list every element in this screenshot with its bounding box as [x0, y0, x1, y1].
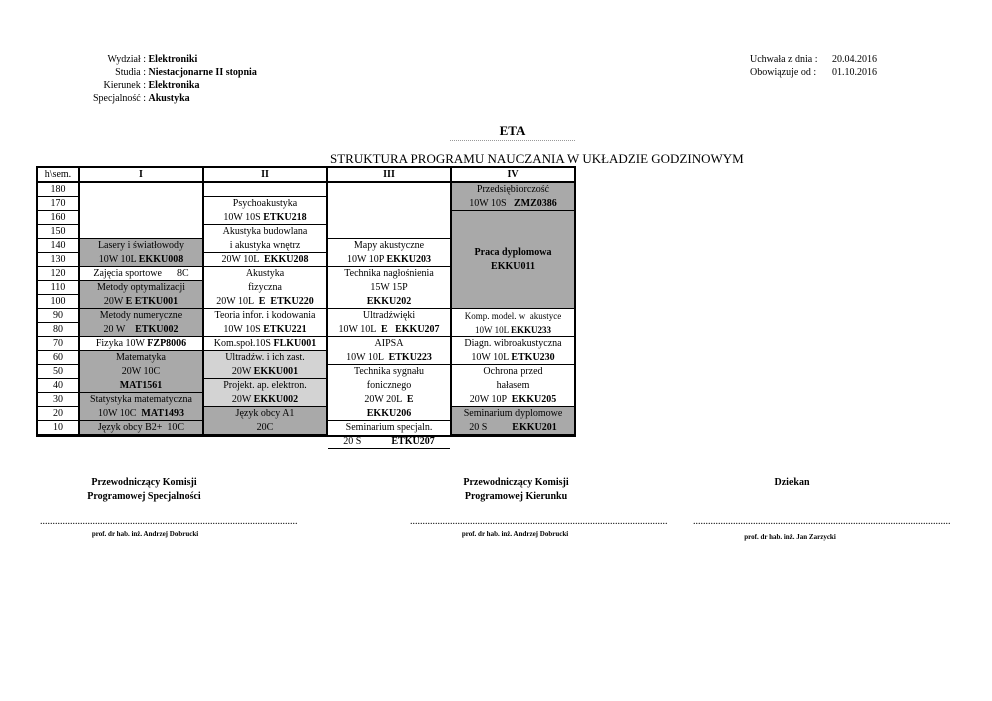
course-line: Technika nagłośnienia	[344, 268, 434, 279]
course-line: 20W 20L E	[364, 394, 414, 405]
course-cell	[80, 337, 202, 351]
course-line: 20W 10P EKKU205	[469, 394, 557, 405]
course-line: Mapy akustyczne	[353, 240, 425, 251]
hour-cell: 110	[38, 281, 78, 295]
course-line: 10W 10S ETKU218	[223, 212, 307, 223]
course-line: Lasery i światłowody	[97, 240, 185, 251]
course-code: EKKU233	[510, 325, 551, 335]
course-cell	[80, 239, 202, 267]
signature-line: .......................................................................................................	[410, 516, 668, 527]
course-line	[328, 407, 450, 421]
signature-title: Przewodniczący Komisji	[463, 477, 569, 488]
course-line: AIPSA	[374, 338, 404, 349]
semester-column-IV	[452, 168, 574, 435]
resolution-info	[750, 53, 877, 79]
course-line: Przedsiębiorczość	[476, 184, 550, 195]
hour-cell: 10	[38, 421, 78, 435]
course-code: ZMZ0386	[514, 198, 557, 209]
empty-cell	[328, 183, 450, 239]
course-line	[452, 260, 574, 274]
course-line: 10W 10L EKKU008	[98, 254, 184, 265]
empty-cell	[204, 183, 326, 197]
hour-cell: 160	[38, 211, 78, 225]
course-line: i akustyka wnętrz	[229, 240, 301, 251]
course-cell	[452, 183, 574, 211]
course-line: 10W 10L EKKU233	[474, 325, 551, 335]
semester-column-III	[328, 168, 450, 447]
course-line: 10W 10P EKKU203	[347, 254, 431, 265]
faculty-row: Wydział : Elektroniki	[107, 54, 198, 65]
course-cell	[452, 407, 574, 435]
course-line: 10W 10L E EKKU207	[338, 324, 440, 335]
course-cell	[204, 267, 326, 309]
course-code: E ETKU220	[258, 296, 314, 307]
course-line: Język obcy B2+ 10C	[97, 422, 185, 433]
signature-line: .......................................................................................................	[693, 516, 951, 527]
course-line	[80, 379, 202, 393]
page-title: STRUKTURA PROGRAMU NAUCZANIA W UKŁADZIE GODZINOWYM	[330, 151, 744, 166]
signature-block-field	[416, 476, 616, 504]
hour-cell: 130	[38, 253, 78, 267]
course-cell	[204, 379, 326, 407]
course-line: Fizyka 10W FZP8006	[95, 338, 187, 349]
course-line: 20W 10L E ETKU220	[216, 296, 314, 307]
signature-title: Programowej Kierunku	[464, 491, 568, 502]
column-divider	[450, 168, 452, 435]
hour-cell: 80	[38, 323, 78, 337]
course-cell	[80, 351, 202, 393]
signature-block-dean	[692, 476, 892, 490]
course-cell	[204, 407, 326, 435]
hour-cell: 180	[38, 183, 78, 197]
signature-block-specialty	[44, 476, 244, 504]
course-code: E	[406, 394, 414, 405]
course-line: 20 S EKKU201	[469, 422, 557, 433]
course-line: Język obcy A1	[235, 408, 295, 419]
semester-column-I	[80, 168, 202, 435]
signatory-name: prof. dr hab. inż. Andrzej Dobrucki	[91, 530, 199, 538]
course-line: hałasem	[496, 380, 530, 391]
semester-header: IV	[452, 168, 574, 183]
course-code: ETKU230	[511, 352, 555, 363]
course-cell	[328, 337, 450, 365]
course-code: FZP8006	[147, 338, 187, 349]
hour-cell: 30	[38, 393, 78, 407]
hour-cell: 60	[38, 351, 78, 365]
hour-cell: 100	[38, 295, 78, 309]
course-line: 20W EKKU001	[231, 366, 299, 377]
course-cell	[204, 225, 326, 253]
course-cell	[204, 337, 326, 351]
course-line: 10W 10S ZMZ0386	[469, 198, 557, 209]
hour-cell: 40	[38, 379, 78, 393]
course-line: 10W 10C MAT1493	[97, 408, 185, 419]
course-line: 20W 10L EKKU208	[221, 254, 309, 265]
course-code: EKKU205	[511, 394, 557, 405]
semester-header: I	[80, 168, 202, 183]
course-line: 20 S ETKU207	[343, 436, 435, 447]
effective-date-row: Obowiązuje od : 01.10.2016	[750, 67, 877, 78]
course-code: ETKU218	[263, 212, 307, 223]
course-cell	[452, 365, 574, 407]
hour-cell: 120	[38, 267, 78, 281]
course-line: Komp. model. w akustyce	[464, 311, 562, 321]
resolution-date-row: Uchwała z dnia : 20.04.2016	[750, 54, 877, 65]
course-cell	[204, 351, 326, 379]
course-cell	[452, 309, 574, 337]
course-cell	[80, 309, 202, 337]
course-line: 20 W ETKU002	[103, 324, 179, 335]
course-line: Ochrona przed	[483, 366, 543, 377]
empty-cell	[80, 183, 202, 239]
course-line: 10W 10L ETKU230	[471, 352, 555, 363]
course-cell	[328, 421, 450, 449]
course-code: FLKU001	[273, 338, 317, 349]
specialty-row: Specjalność : Akustyka	[92, 93, 190, 104]
column-divider	[78, 168, 80, 435]
course-code: EKKU011	[491, 260, 535, 272]
course-line: Zajęcia sportowe 8C	[93, 268, 189, 279]
course-line: fizyczna	[248, 282, 282, 293]
course-line: Akustyka	[245, 268, 285, 279]
course-code: EKKU208	[264, 254, 309, 265]
course-code: ETKU223	[388, 352, 432, 363]
course-cell	[328, 309, 450, 337]
signatory-name: prof. dr hab. inż. Jan Zarzycki	[744, 533, 836, 541]
course-line: Psychoakustyka	[232, 198, 298, 209]
signature-title: Programowej Specjalności	[87, 491, 201, 502]
faculty-info	[6, 53, 257, 105]
course-code: EKKU203	[386, 254, 431, 265]
course-line: Akustyka budowlana	[222, 226, 308, 237]
course-line: 10W 10L ETKU223	[346, 352, 432, 363]
hour-cell: 140	[38, 239, 78, 253]
course-code: EKKU201	[512, 422, 557, 433]
hour-cell: 70	[38, 337, 78, 351]
course-cell	[80, 281, 202, 309]
course-code: EKKU002	[253, 394, 299, 405]
semester-header: III	[328, 168, 450, 183]
course-cell	[204, 253, 326, 267]
course-code: MAT1561	[119, 380, 163, 391]
course-line: 20W 10C	[121, 366, 161, 377]
course-cell	[328, 267, 450, 309]
course-line: Seminarium dyplomowe	[463, 408, 563, 419]
column-divider	[326, 168, 328, 435]
field-row: Kierunek : Elektronika	[103, 80, 200, 91]
course-line: 20W EKKU002	[231, 394, 299, 405]
hours-column	[38, 168, 78, 435]
hour-cell: 170	[38, 197, 78, 211]
column-divider	[202, 168, 204, 435]
course-line: fonicznego	[366, 380, 412, 391]
course-cell	[204, 309, 326, 337]
course-line: Ultradźwięki	[362, 310, 416, 321]
course-code: Praca dyplomowa	[474, 246, 552, 258]
eta-label: ETA	[450, 123, 575, 141]
course-code: EKKU206	[366, 408, 412, 419]
course-line: 15W 15P	[370, 282, 408, 293]
semester-column-II	[204, 168, 326, 435]
hour-cell: 50	[38, 365, 78, 379]
course-code: EKKU001	[253, 366, 299, 377]
course-code: ETKU207	[391, 436, 435, 447]
signature-title: Przewodniczący Komisji	[91, 477, 197, 488]
course-cell	[328, 239, 450, 267]
course-cell	[204, 197, 326, 225]
course-line: Technika sygnału	[353, 366, 425, 377]
course-cell	[80, 421, 202, 435]
course-line: 20C	[256, 422, 274, 433]
course-line: Matematyka	[116, 352, 166, 363]
course-code: EKKU008	[138, 254, 184, 265]
hour-cell: 150	[38, 225, 78, 239]
signatory-name: prof. dr hab. inż. Andrzej Dobrucki	[461, 530, 569, 538]
course-cell	[452, 337, 574, 365]
course-line: Metody numeryczne	[99, 310, 183, 321]
course-cell	[452, 211, 574, 309]
course-line: Statystyka matematyczna	[90, 394, 192, 405]
semester-header: II	[204, 168, 326, 183]
corner-header: h\sem.	[38, 168, 78, 183]
course-line: Metody optymalizacji	[96, 282, 186, 293]
course-code: EKKU202	[366, 296, 412, 307]
studies-row: Studia : Niestacjonarne II stopnia	[115, 67, 257, 78]
course-cell	[328, 365, 450, 421]
hour-cell: 90	[38, 309, 78, 323]
course-line: 10W 10S ETKU221	[223, 324, 307, 335]
course-line	[328, 295, 450, 309]
program-table	[36, 166, 576, 447]
course-cell	[80, 267, 202, 281]
course-line: Projekt. ap. elektron.	[223, 380, 307, 391]
course-cell	[80, 393, 202, 421]
course-code: E ETKU001	[125, 296, 179, 307]
course-line: Diagn. wibroakustyczna	[464, 338, 562, 349]
course-line: Seminarium specjaln.	[345, 422, 433, 433]
course-code: ETKU221	[263, 324, 307, 335]
course-line: Ultradźw. i ich zast.	[225, 352, 305, 363]
course-line: Teoria infor. i kodowania	[214, 310, 316, 321]
course-line	[452, 246, 574, 260]
signature-title: Dziekan	[774, 477, 810, 488]
course-line: 20W E ETKU001	[103, 296, 179, 307]
course-code: MAT1493	[141, 408, 185, 419]
signature-line: .......................................................................................................	[40, 516, 298, 527]
course-line: Kom.społ.10S FLKU001	[213, 338, 317, 349]
course-code: E EKKU207	[380, 324, 440, 335]
course-code: ETKU002	[135, 324, 179, 335]
hour-cell: 20	[38, 407, 78, 421]
